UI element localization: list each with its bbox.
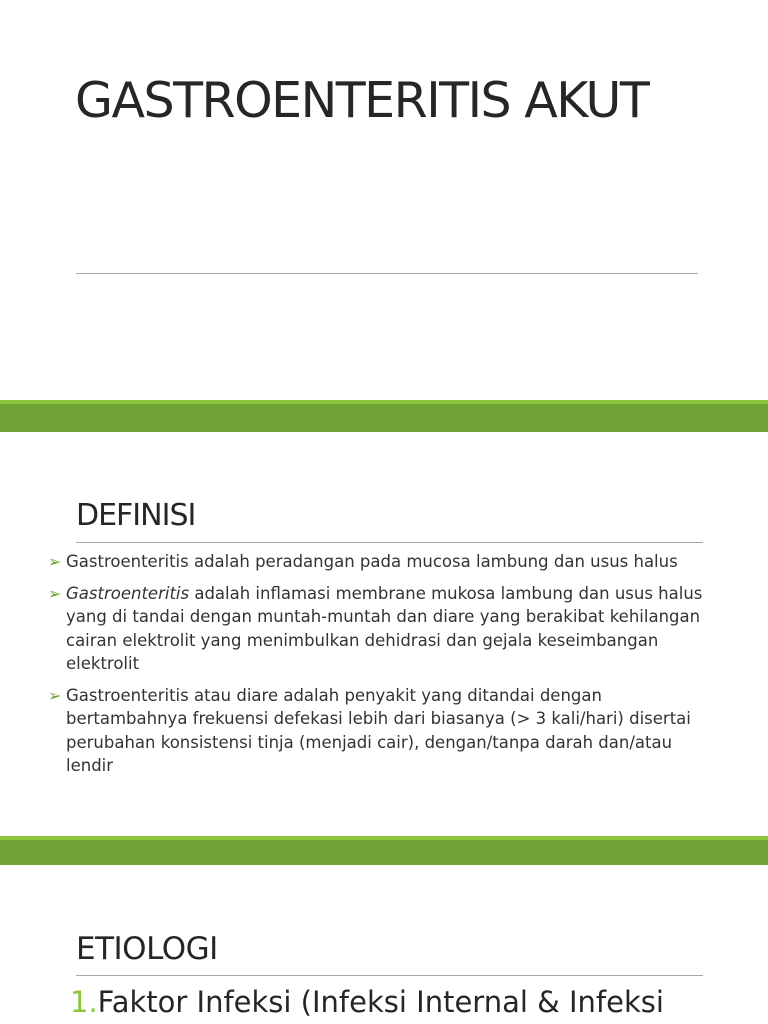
etiologi-slide [0,865,768,1024]
bullet-text: Gastroenteritis adalah peradangan pada mucosa lambung dan usus halus [66,552,678,571]
bullet-item [48,684,708,778]
etiologi-heading: ETIOLOGI [76,931,218,967]
bullet-text: Gastroenteritis atau diare adalah penyakit yang ditandai dengan bertambahnya frekuensi defekasi lebih dari biasanya (> 3 kali/hari) disertai perubahan konsistensi tinja (menjadi cair), dengan/tanpa darah dan/atau lendir [66,685,691,775]
definisi-slide [0,432,768,836]
bullet-item [48,582,708,676]
bullet-term: Gastroenteritis [66,583,190,603]
definisi-heading: DEFINISI [76,498,196,533]
title-slide [0,0,768,400]
page-title: GASTROENTERITIS AKUT [75,72,649,129]
arrow-bullet-icon: ➢ [48,552,62,571]
etiologi-divider [76,975,703,976]
list-number: 1. [70,985,98,1019]
bullet-text: adalah inflamasi membrane mukosa lambung dan usus halus yang di tandai dengan muntah-muntah dan diare yang berakibat kehilangan cairan elektrolit yang menimbulkan dehidrasi dan gejala keseimbangan elektrolit [66,583,703,673]
list-item-text: Faktor Infeksi (Infeksi Internal & Infeksi [97,985,664,1019]
definisi-bullet-list [48,550,708,786]
etiologi-list-item [70,985,664,1019]
slide-separator-bar [0,400,768,432]
definisi-divider [76,542,703,543]
arrow-bullet-icon: ➢ [48,583,62,603]
slide-separator-bar [0,836,768,865]
bullet-item [48,550,708,574]
title-divider [76,273,698,274]
arrow-bullet-icon: ➢ [48,685,62,705]
